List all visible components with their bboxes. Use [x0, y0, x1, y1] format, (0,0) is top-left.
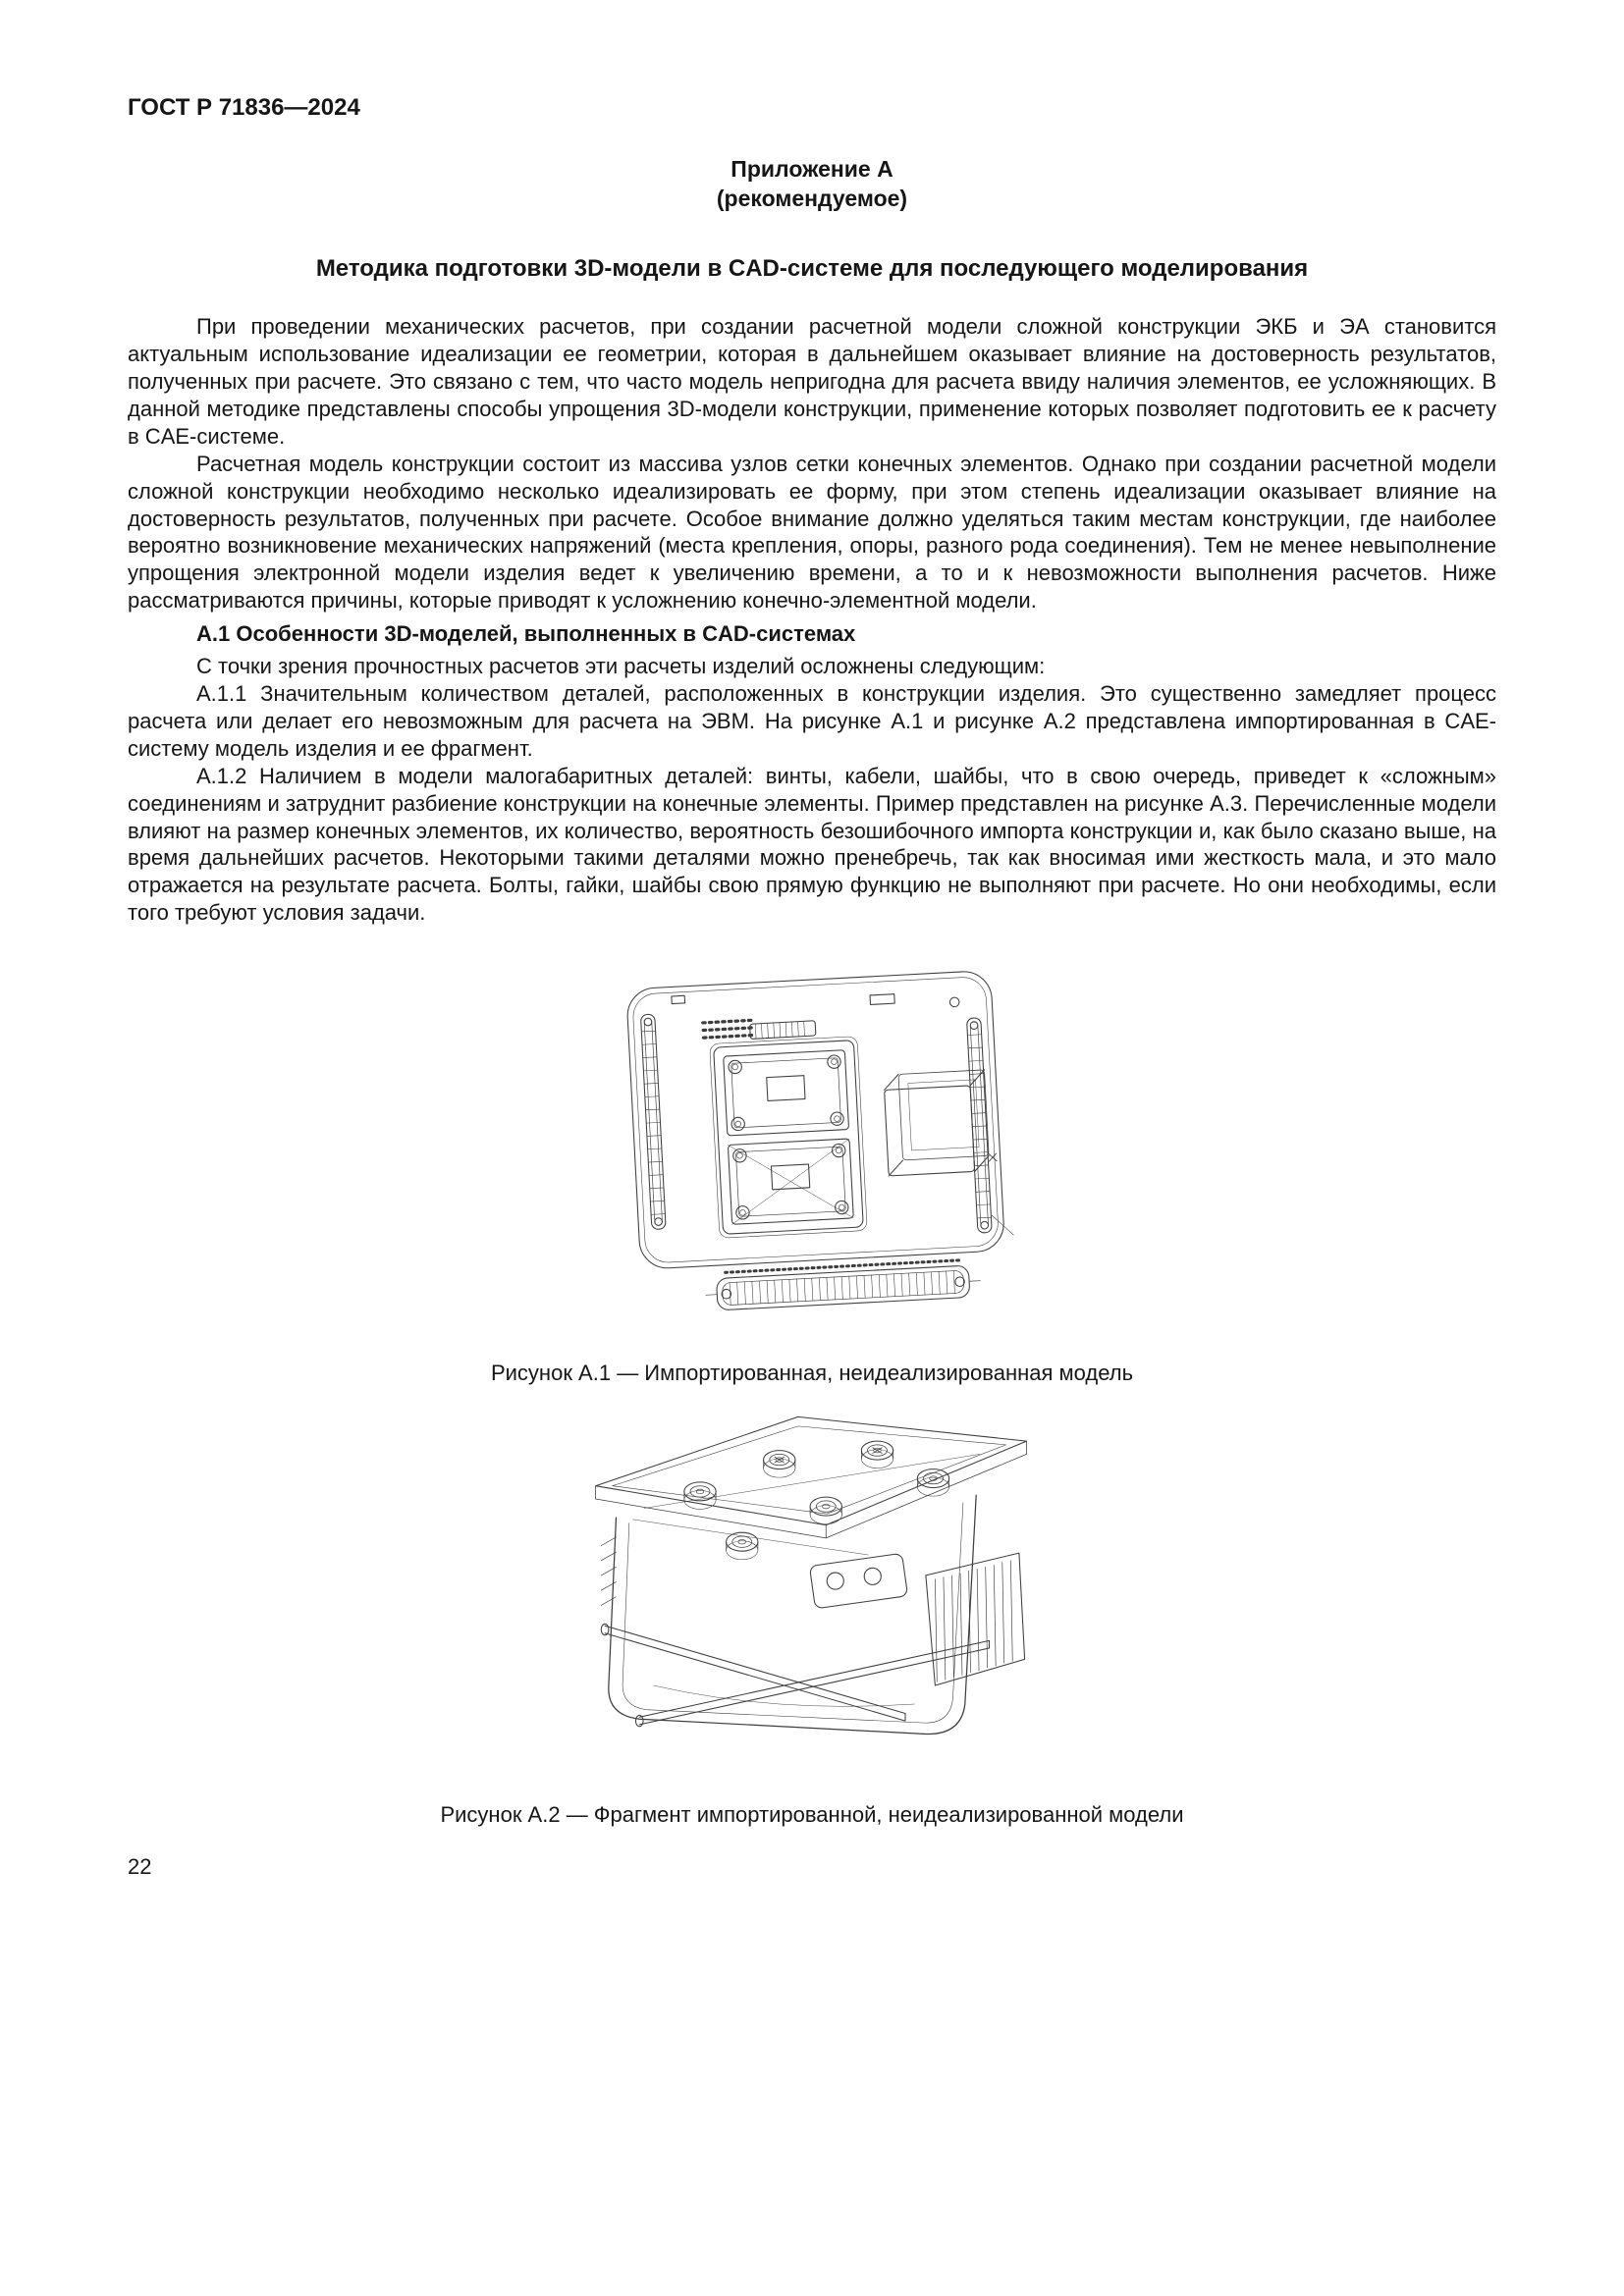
- annex-label: Приложение А: [731, 156, 893, 182]
- figure-a2-caption: Рисунок А.2 — Фрагмент импортированной, неидеализированной модели: [440, 1801, 1184, 1827]
- annex-type: (рекомендуемое): [716, 185, 908, 211]
- document-header: ГОСТ Р 71836—2024: [128, 94, 360, 121]
- paragraph: При проведении механических расчетов, при создании расчетной модели сложной конструкции ЭКБ и ЭА становится актуальным использование идеализации ее геометрии, которая в дальнейшем оказывает влияние на достоверность результатов, полученных при расчете. Это связано с тем, что часто модель непригодна для расчета ввиду наличия элементов, ее усложняющих. В данной методике представлены способы упрощения 3D-модели конструкции, применение которых позволяет подготовить ее к расчету в CAE-системе.: [128, 313, 1496, 449]
- annex-title: Методика подготовки 3D-модели в CAD-системе для последующего моделирования: [315, 254, 1309, 282]
- section-a1-item: А.1.2 Наличием в модели малогабаритных деталей: винты, кабели, шайбы, что в свою очередь, приведет к «сложным» соединениям и затруднит разбиение конструкции на конечные элементы. Пример представлен на рисунке А.3. Перечисленные модели влияют на размер конечных элементов, их количество, вероятность безошибочного импорта конструкции и, как было сказано выше, на время дальнейших расчетов. Некоторыми такими деталями можно пренебречь, так как вносимая ими жесткость мала, и это мало отражается на результате расчета. Болты, гайки, шайбы свою прямую функцию не выполняют при расчете. Но они необходимы, если того требуют условия задачи.: [128, 763, 1496, 926]
- section-a1-intro: С точки зрения прочностных расчетов эти расчеты изделий осложнены следующим:: [196, 653, 1046, 678]
- paragraph: Расчетная модель конструкции состоит из массива узлов сетки конечных элементов. Однако при создании расчетной модели сложной конструкции необходимо несколько идеализировать ее форму, при этом степень идеализации оказывает влияние на достоверность результатов, полученных при расчете. Особое внимание должно уделяться таким местам конструкции, где наиболее вероятно возникновение механических напряжений (места крепления, опоры, разного рода соединения). Тем не менее невыполнение упрощения электронной модели изделия ведет к увеличению времени, а то и к невозможности выполнения расчетов. Ниже рассматриваются причины, которые приводят к усложнению конечно-элементной модели.: [128, 451, 1496, 614]
- section-a1-item: А.1.1 Значительным количеством деталей, расположенных в конструкции изделия. Это существенно замедляет процесс расчета или делает его невозможным для расчета на ЭВМ. На рисунке А.1 и рисунке А.2 представлена импортированная в CAE-систему модель изделия и ее фрагмент.: [128, 680, 1496, 761]
- figure-a2: [128, 1406, 1496, 1784]
- figure-a1-caption: Рисунок А.1 — Импортированная, неидеализированная модель: [490, 1361, 1134, 1386]
- section-a1-heading: А.1 Особенности 3D-моделей, выполненных в CAD-системах: [196, 621, 856, 647]
- figure-a1: [128, 944, 1496, 1342]
- cad-wireframe-fragment-drawing: [581, 1406, 1043, 1779]
- page-number: 22: [128, 1854, 152, 1880]
- cad-wireframe-model-drawing: [557, 944, 1067, 1337]
